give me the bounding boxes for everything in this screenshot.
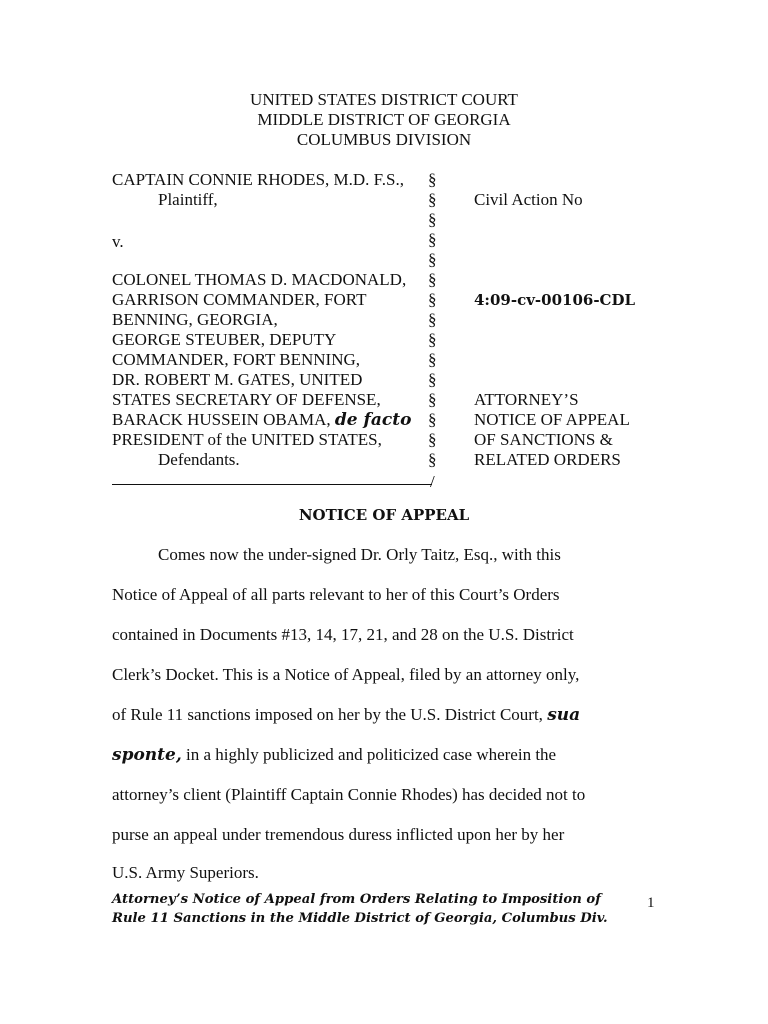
document-title-line: NOTICE OF APPEAL bbox=[474, 410, 630, 429]
section-symbol: § bbox=[428, 270, 437, 289]
caption-defendants-role: Defendants. bbox=[158, 450, 240, 469]
caption-defacto: de facto bbox=[334, 410, 412, 430]
document-title-line: ATTORNEY’S bbox=[474, 390, 579, 409]
section-symbol: § bbox=[428, 390, 437, 409]
caption-defendant-line bbox=[112, 410, 411, 430]
section-symbol: § bbox=[428, 290, 437, 309]
document-title-line: OF SANCTIONS & bbox=[474, 430, 613, 449]
section-symbol: § bbox=[428, 430, 437, 449]
caption-plaintiff-name: CAPTAIN CONNIE RHODES, M.D. F.S., bbox=[112, 170, 404, 189]
document-title-line: RELATED ORDERS bbox=[474, 450, 621, 469]
footer-line: Attorney’s Notice of Appeal from Orders Relating to Imposition of bbox=[112, 892, 601, 907]
caption-defendant-line: PRESIDENT of the UNITED STATES, bbox=[112, 430, 382, 449]
body-line: attorney’s client (Plaintiff Captain Connie Rhodes) has decided not to bbox=[112, 785, 586, 804]
body-line bbox=[112, 745, 556, 765]
caption-versus: v. bbox=[112, 232, 124, 251]
section-symbol: § bbox=[428, 450, 437, 469]
civil-action-label: Civil Action No bbox=[474, 190, 583, 209]
caption-rule bbox=[112, 484, 432, 485]
footer-line: Rule 11 Sanctions in the Middle District of Georgia, Columbus Div. bbox=[112, 911, 608, 926]
section-symbol: § bbox=[428, 330, 437, 349]
caption-defendant-line: DR. ROBERT M. GATES, UNITED bbox=[112, 370, 363, 389]
body-line: contained in Documents #13, 14, 17, 21, and 28 on the U.S. District bbox=[112, 625, 574, 644]
body-line: Notice of Appeal of all parts relevant to her of this Court’s Orders bbox=[112, 585, 560, 604]
section-symbol: § bbox=[428, 190, 437, 209]
body-emphasis: sponte, bbox=[112, 745, 182, 765]
section-symbol: § bbox=[428, 170, 437, 189]
page-number: 1 bbox=[647, 895, 655, 911]
court-district: MIDDLE DISTRICT OF GEORGIA bbox=[257, 110, 511, 129]
caption-plaintiff-role: Plaintiff, bbox=[158, 190, 218, 209]
body-line: Clerk’s Docket. This is a Notice of Appeal, filed by an attorney only, bbox=[112, 665, 580, 684]
section-symbol: § bbox=[428, 370, 437, 389]
body-line bbox=[112, 705, 580, 725]
body-text: of Rule 11 sanctions imposed on her by the U.S. District Court, bbox=[112, 705, 548, 724]
caption-defendant-line: BENNING, GEORGIA, bbox=[112, 310, 278, 329]
caption-defendant-line: STATES SECRETARY OF DEFENSE, bbox=[112, 390, 381, 409]
section-symbol: § bbox=[428, 230, 437, 249]
caption-defendant-line: COMMANDER, FORT BENNING, bbox=[112, 350, 361, 369]
body-text: in a highly publicized and politicized case wherein the bbox=[181, 745, 557, 764]
case-number: 4:09-cv-00106-CDL bbox=[474, 291, 636, 309]
body-line: U.S. Army Superiors. bbox=[112, 863, 259, 882]
section-symbol: § bbox=[428, 410, 437, 429]
caption-defendant-line: GEORGE STEUBER, DEPUTY bbox=[112, 330, 337, 349]
caption-obama-text: BARACK HUSSEIN OBAMA, bbox=[112, 410, 335, 429]
section-symbol: § bbox=[428, 210, 437, 229]
caption-rule-slash: / bbox=[430, 472, 435, 491]
court-division: COLUMBUS DIVISION bbox=[296, 130, 472, 149]
caption-defendant-line: GARRISON COMMANDER, FORT bbox=[112, 290, 367, 309]
body-emphasis: sua bbox=[547, 705, 581, 725]
body-line: purse an appeal under tremendous duress inflicted upon her by her bbox=[112, 825, 565, 844]
body-line: Comes now the under-signed Dr. Orly Taitz, Esq., with this bbox=[158, 545, 561, 564]
section-symbol: § bbox=[428, 250, 437, 269]
section-symbol: § bbox=[428, 310, 437, 329]
section-heading: NOTICE OF APPEAL bbox=[298, 506, 470, 524]
caption-defendant-line: COLONEL THOMAS D. MACDONALD, bbox=[112, 270, 407, 289]
court-name: UNITED STATES DISTRICT COURT bbox=[250, 90, 518, 109]
section-symbol: § bbox=[428, 350, 437, 369]
